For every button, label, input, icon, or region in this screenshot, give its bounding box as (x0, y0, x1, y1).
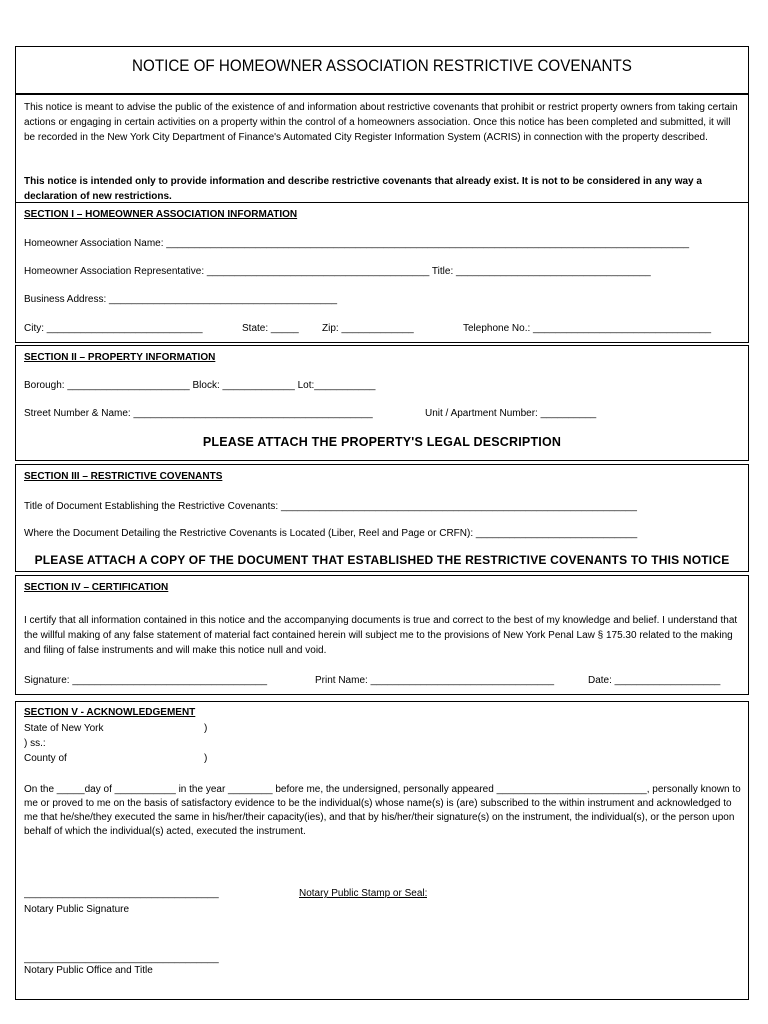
state-paren: ) (204, 723, 208, 734)
page-title: NOTICE OF HOMEOWNER ASSOCIATION RESTRICTIVE COVENANTS (132, 57, 632, 75)
attach-document-note: PLEASE ATTACH A COPY OF THE DOCUMENT THAT ESTABLISHED THE RESTRICTIVE COVENANTS TO THIS NOTICE (34, 553, 730, 567)
street-field[interactable]: Street Number & Name: ___________________________________________ (24, 408, 373, 419)
notary-office-line[interactable]: ___________________________________ (24, 953, 219, 964)
legal-description-note: PLEASE ATTACH THE PROPERTY'S LEGAL DESCRIPTION (202, 435, 562, 449)
document-location-field[interactable]: Where the Document Detailing the Restrictive Covenants is Located (Liber, Reel and Page or CRFN): _____________________________ (24, 528, 638, 539)
notary-signature-line[interactable]: ___________________________________ (24, 888, 219, 899)
telephone-field[interactable]: Telephone No.: ________________________________ (463, 323, 712, 334)
county-paren: ) (204, 753, 208, 764)
section-3 (15, 464, 749, 572)
print-name-field[interactable]: Print Name: _________________________________ (315, 675, 555, 686)
notary-stamp-label: Notary Public Stamp or Seal: (299, 888, 428, 899)
notary-signature-label: Notary Public Signature (24, 904, 130, 915)
state-of-label: State of New York (24, 723, 104, 734)
business-address-field[interactable]: Business Address: _________________________________________ (24, 294, 338, 305)
borough-block-lot-field[interactable]: Borough: ______________________ Block: _____________ Lot:___________ (24, 380, 376, 391)
county-of-label: County of (24, 753, 67, 764)
acknowledgement-text: On the _____day of ___________ in the year ________ before me, the undersigned, personally appeared ___________________________, personally known to me or proved to me on the basis of satisfactory evidence to be the individual(s) whose name(s) is (are) subscribed to the within instrument and acknowledged to me that he/she/they executed the same in his/her/their capacity(ies), and that by his/her/their signature(s) on the instrument, the individual(s), or the person upon behalf of which the individual(s) acted, executed the instrument. (24, 784, 741, 837)
intro-disclaimer: This notice is intended only to provide information and describe restrictive covenants that already exist. It is not to be considered in any way a declaration of new restrictions. (24, 176, 702, 202)
section-5 (15, 701, 749, 1000)
state-field[interactable]: State: _____ (242, 323, 299, 334)
section-2-heading: SECTION II – PROPERTY INFORMATION (24, 352, 216, 363)
zip-field[interactable]: Zip: _____________ (322, 323, 414, 334)
section-4-heading: SECTION IV – CERTIFICATION (24, 582, 169, 593)
hoa-name-field[interactable]: Homeowner Association Name: ______________________________________________________________________________________________ (24, 238, 690, 249)
intro-box (15, 94, 749, 203)
title-box (15, 46, 749, 94)
section-4 (15, 575, 749, 695)
date-field[interactable]: Date: ___________________ (588, 675, 721, 686)
unit-field[interactable]: Unit / Apartment Number: __________ (425, 408, 597, 419)
certification-text: I certify that all information contained in this notice and the accompanying documents is true and correct to the best of my knowledge and belief. I understand that the willful making of any false statement of material fact contained herein will subject me to the provisions of New York Penal Law § 175.30 related to the making and filing of false instruments and will make this notice null and void. (24, 615, 738, 656)
signature-field[interactable]: Signature: ___________________________________ (24, 675, 268, 686)
section-3-heading: SECTION III – RESTRICTIVE COVENANTS (24, 471, 223, 482)
section-2 (15, 345, 749, 461)
hoa-representative-field[interactable]: Homeowner Association Representative: ________________________________________ Title: ___________________________________ (24, 266, 651, 277)
city-field[interactable]: City: ____________________________ (24, 323, 203, 334)
document-title-field[interactable]: Title of Document Establishing the Restrictive Covenants: ________________________________________________________________ (24, 501, 637, 512)
section-1 (15, 203, 749, 343)
ss-label: ) ss.: (24, 738, 46, 749)
section-5-heading: SECTION V - ACKNOWLEDGEMENT (24, 707, 196, 718)
section-1-heading: SECTION I – HOMEOWNER ASSOCIATION INFORMATION (24, 209, 298, 220)
notary-office-label: Notary Public Office and Title (24, 965, 153, 976)
intro-paragraph: This notice is meant to advise the public of the existence of and information about restrictive covenants that prohibit or restrict property owners from taking certain actions or engaging in certain activities on a property within the control of a homeowners association. Once this notice has been completed and submitted, it will be recorded in the New York City Department of Finance's Automated City Register Information System (ACRIS) in connection with the property described. (24, 102, 738, 143)
